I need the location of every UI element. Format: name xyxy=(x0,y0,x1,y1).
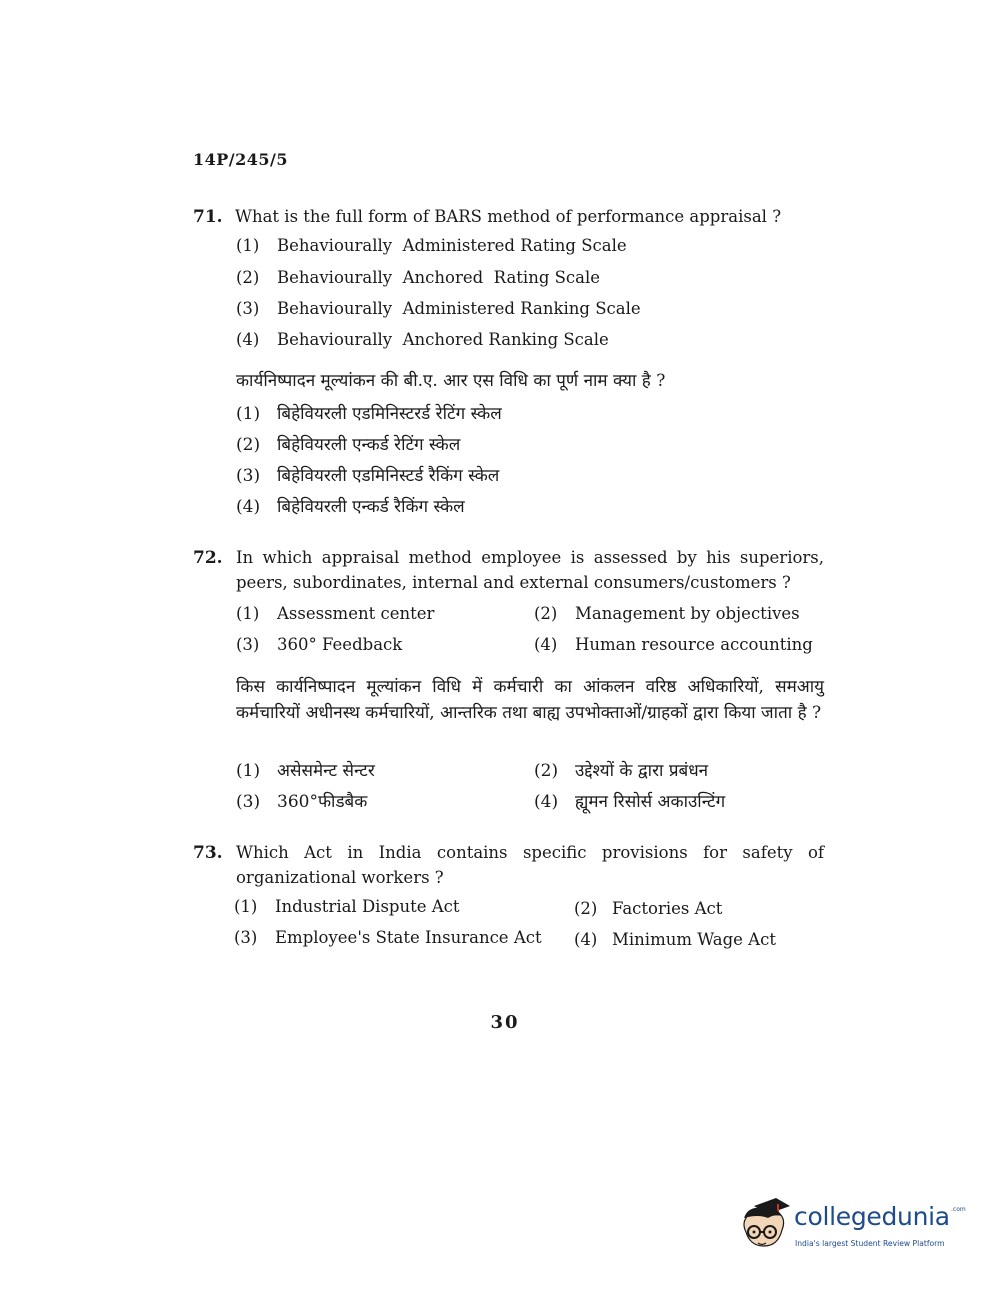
option: (3) Behaviourally Administered Ranking Scale xyxy=(236,299,641,318)
question-number: 72. xyxy=(193,548,223,568)
question-number: 71. xyxy=(193,207,223,227)
option: (1) Industrial Dispute Act xyxy=(234,897,460,916)
hindi-option: (2) बिहेवियरली एन्कर्ड रेटिंग स्केल xyxy=(236,435,461,455)
collegedunia-logo xyxy=(738,1196,966,1256)
hindi-option: (1) असेसमेन्ट सेन्टर xyxy=(236,761,375,781)
option: (3) 360° Feedback xyxy=(236,635,403,654)
option: (2) Management by objectives xyxy=(534,604,800,623)
option: (1) Assessment center xyxy=(236,604,435,623)
hindi-option: (3) बिहेवियरली एडमिनिस्टर्ड रैकिंग स्केल xyxy=(236,466,500,486)
paper-code: 14P/245/5 xyxy=(193,150,289,169)
hindi-option: (1) बिहेवियरली एडमिनिस्टरर्ड रेटिंग स्केल xyxy=(236,404,502,424)
question-text: In which appraisal method employee is assessed by his superiors, peers, subordinates, internal and external consumers/customers ? xyxy=(236,548,824,592)
option: (2) Behaviourally Anchored Rating Scale xyxy=(236,268,601,287)
logo-wordmark: collegedunia xyxy=(794,1202,950,1231)
hindi-option: (3) 360°फीडबैक xyxy=(236,792,368,812)
question-text: What is the full form of BARS method of performance appraisal ? xyxy=(235,207,782,226)
option: (4) Behaviourally Anchored Ranking Scale xyxy=(236,330,609,349)
hindi-option: (4) ह्यूमन रिसोर्स अकाउन्टिंग xyxy=(534,792,726,812)
hindi-question-text: कार्यनिष्पादन मूल्यांकन की बी.ए. आर एस विधि का पूर्ण नाम क्या है ? xyxy=(236,371,666,391)
option: (2) Factories Act xyxy=(574,899,723,918)
hindi-option: (2) उद्देश्यों के द्वारा प्रबंधन xyxy=(534,761,709,781)
hindi-option: (4) बिहेवियरली एन्कर्ड रैकिंग स्केल xyxy=(236,497,465,517)
page-number: 30 xyxy=(490,1012,520,1033)
option: (4) Human resource accounting xyxy=(534,635,813,654)
logo-tagline: India's largest Student Review Platform xyxy=(795,1239,945,1248)
option: (1) Behaviourally Administered Rating Scale xyxy=(236,236,627,255)
hindi-question-text: किस कार्यनिष्पादन मूल्यांकन विधि में कर्मचारी का आंकलन वरिष्ठ अधिकारियों, समआयु कर्मचारियों अधीनस्थ कर्मचारियों, आन्तरिक तथा बाह्य उपभोक्ताओं/ग्राहकों द्वारा किया जाता है ? xyxy=(236,677,824,723)
question-text: Which Act in India contains specific provisions for safety of organizational workers ? xyxy=(236,843,824,887)
logo-domain-suffix: .com xyxy=(951,1206,966,1213)
option: (4) Minimum Wage Act xyxy=(574,930,776,949)
question-number: 73. xyxy=(193,843,223,863)
mascot-icon xyxy=(738,1196,794,1256)
option: (3) Employee's State Insurance Act xyxy=(234,928,542,947)
